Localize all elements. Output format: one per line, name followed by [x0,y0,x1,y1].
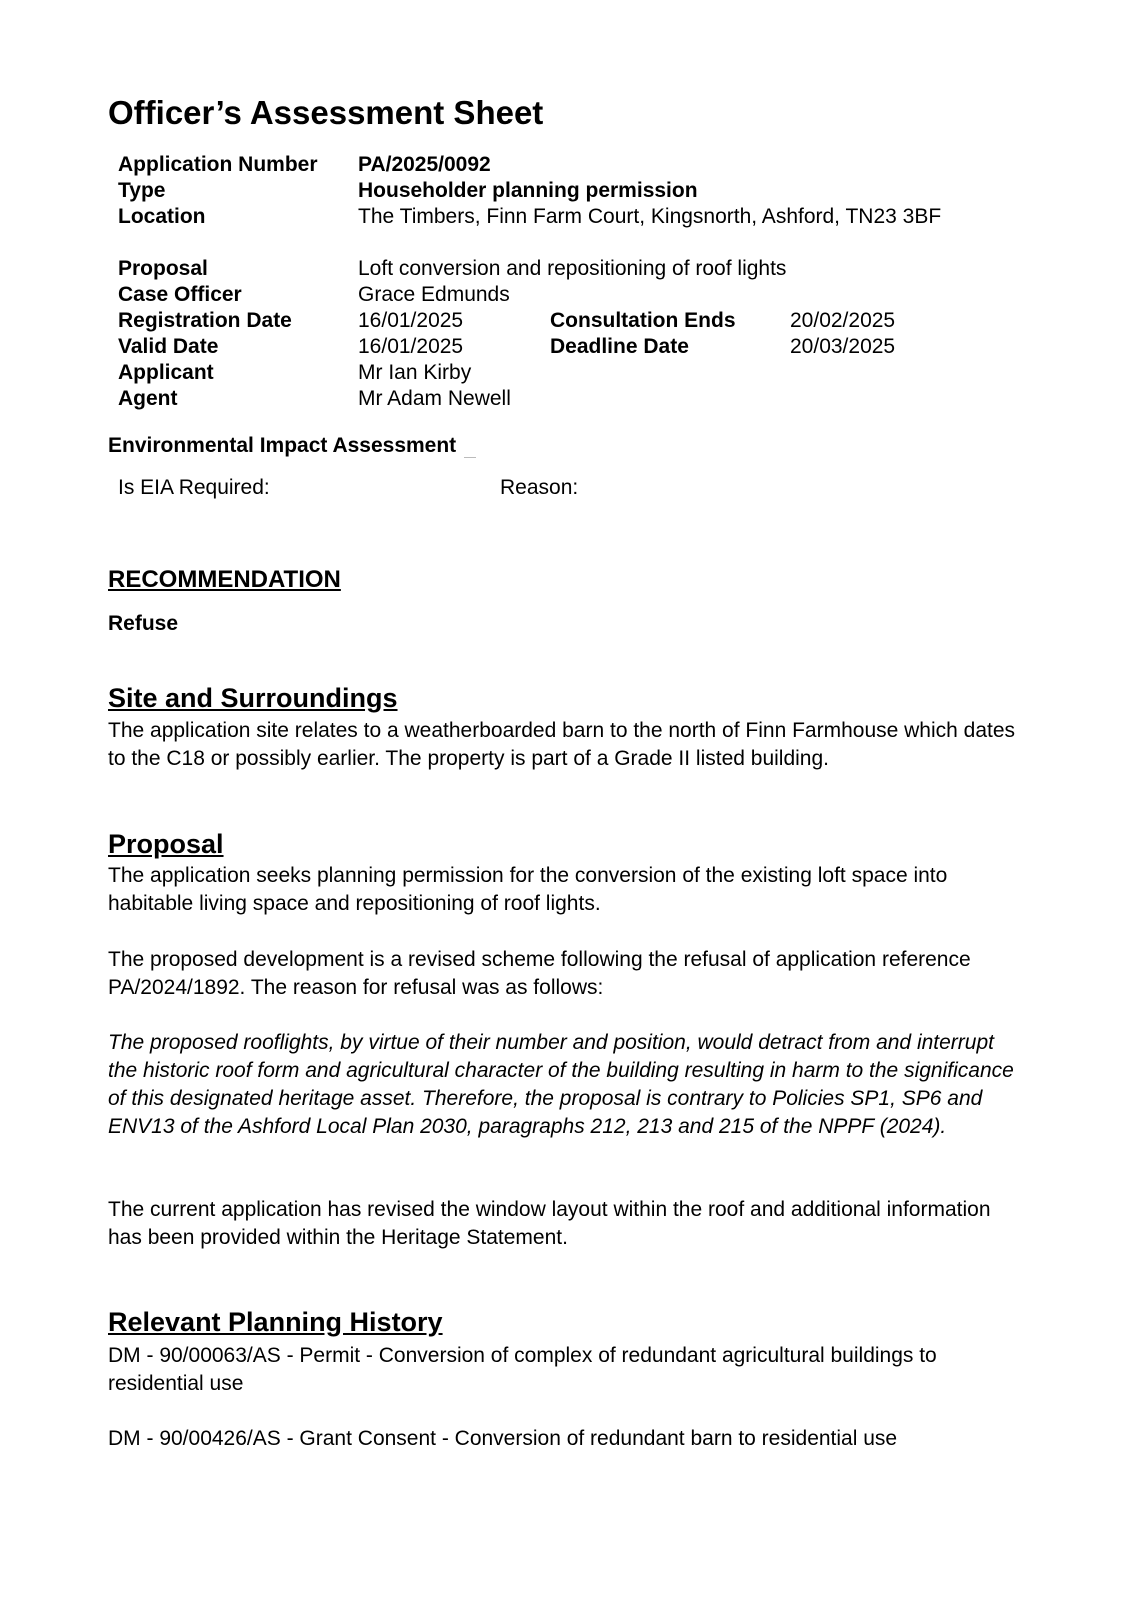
detail-row-application-number [118,152,998,178]
application-details [118,152,998,412]
history-heading: Relevant Planning History [108,1307,443,1337]
site-heading: Site and Surroundings [108,683,398,713]
recommendation-heading: RECOMMENDATION [108,566,341,593]
proposal-heading: Proposal [108,829,224,859]
valid-date-value: 16/01/2025 [358,335,464,358]
detail-row-case-officer [118,282,998,308]
proposal-paragraph-2: The proposed development is a revised scheme following the refusal of application reference PA/2024/1892. The reason for refusal was as follows: [108,948,971,999]
case-officer-label: Case Officer [118,283,242,306]
proposal-label: Proposal [118,257,208,280]
type-value: Householder planning permission [358,179,698,202]
consultation-ends-value: 20/02/2025 [790,309,896,332]
registration-date-label: Registration Date [118,309,292,332]
refusal-reason-quote: The proposed rooflights, by virtue of their number and position, would detract from and interrupt the historic roof form and agricultural character of the building resulting in harm to the significance of this designated heritage asset. Therefore, the proposal is contrary to Policies SP1, SP6 and ENV13 of the Ashford Local Plan 2030, paragraphs 212, 213 and 215 of the NPPF (2024). [108,1031,1014,1138]
proposal-paragraph-3: The current application has revised the window layout within the roof and additional information has been provided within the Heritage Statement. [108,1198,991,1249]
site-text: The application site relates to a weatherboarded barn to the north of Finn Farmhouse which dates to the C18 or possibly earlier. The property is part of a Grade II listed building. [108,719,1016,770]
type-label: Type [118,179,166,202]
detail-row-applicant [118,360,998,386]
agent-value: Mr Adam Newell [358,387,511,410]
page-title: Officer’s Assessment Sheet [108,94,544,131]
deadline-date-label: Deadline Date [550,335,689,358]
application-number-label: Application Number [118,153,318,176]
eia-required-label: Is EIA Required: [118,476,270,499]
detail-row-valid-date [118,334,998,360]
history-item: DM - 90/00063/AS - Permit - Conversion of complex of redundant agricultural buildings to residential use [108,1344,937,1395]
detail-row-registration-date [118,308,998,334]
history-item: DM - 90/00426/AS - Grant Consent - Conversion of redundant barn to residential use [108,1427,898,1450]
eia-heading-text: Environmental Impact Assessment [108,434,457,457]
applicant-label: Applicant [118,361,214,384]
location-label: Location [118,205,206,228]
eia-reason-label: Reason: [500,476,579,499]
detail-row-proposal [118,256,998,282]
application-number-value: PA/2025/0092 [358,153,491,176]
proposal-paragraph-1: The application seeks planning permission for the conversion of the existing loft space into habitable living space and repositioning of roof lights. [108,864,948,915]
eia-marker [464,457,476,458]
registration-date-value: 16/01/2025 [358,309,464,332]
proposal-value: Loft conversion and repositioning of roof lights [358,257,787,280]
detail-row-type [118,178,998,204]
location-value: The Timbers, Finn Farm Court, Kingsnorth, Ashford, TN23 3BF [358,205,942,228]
consultation-ends-label: Consultation Ends [550,309,736,332]
agent-label: Agent [118,387,178,410]
case-officer-value: Grace Edmunds [358,283,510,306]
detail-row-agent [118,386,998,412]
deadline-date-value: 20/03/2025 [790,335,896,358]
valid-date-label: Valid Date [118,335,219,358]
applicant-value: Mr Ian Kirby [358,361,472,384]
recommendation-value: Refuse [108,612,179,635]
eia-heading [108,434,476,458]
detail-row-location [118,204,998,256]
